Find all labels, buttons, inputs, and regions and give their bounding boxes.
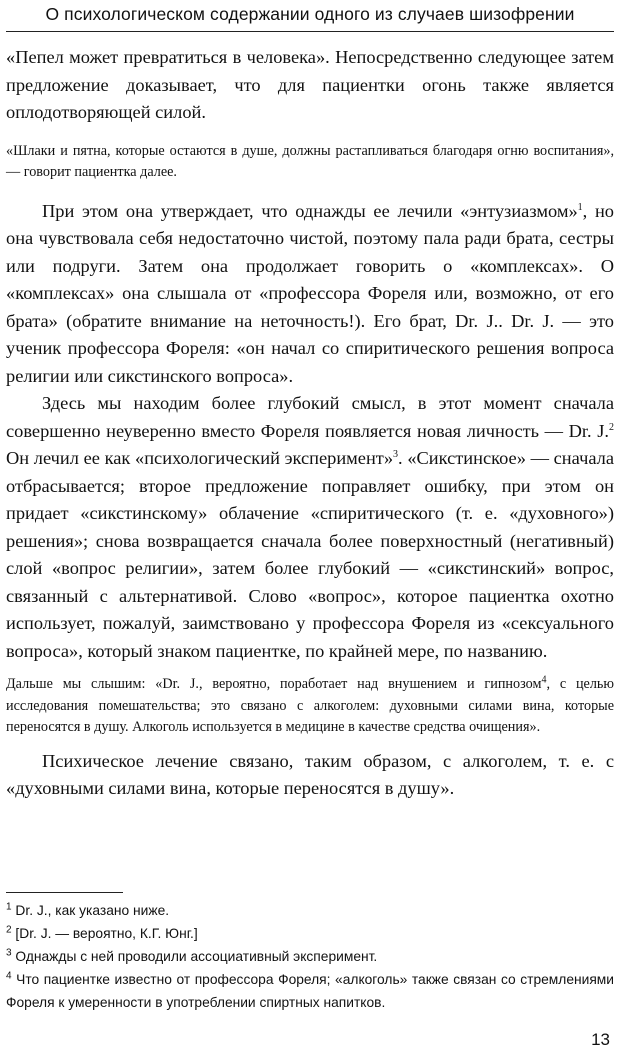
footnote-ref: 4	[541, 674, 547, 686]
quote-paragraph	[6, 141, 614, 184]
paragraph	[6, 44, 614, 127]
footnotes	[6, 899, 614, 1014]
footnote-text: [Dr. J. — вероятно, К.Г. Юнг.]	[11, 926, 198, 941]
footnote	[6, 945, 614, 968]
paragraph-text: Психическое лечение связано, таким образом, с алкоголем, т. е. с «духовными силами вина, которые переносятся в душу».	[6, 750, 614, 798]
footnote	[6, 899, 614, 922]
footnote	[6, 922, 614, 945]
running-header: О психологическом содержании одного из случаев шизофрении	[45, 4, 575, 24]
footnote-label: 2	[6, 924, 12, 936]
paragraph-text: «Сикстинское» — сначала отбрасывается; второе предложение поправляет ошибку, при этом он придает «сикстинскому» облачение «спиритического (т. е. «духовного») решения»; снова возвращается сначала более поверхностный (негативный) слой «вопрос религии», затем более глубокий — «сикстинский» вопрос, связанный с альтернативой. Слово «вопрос», которое пациентка охотно использует, пожалуй, заимствовано у профессора Фореля из «сексуального вопроса», который знаком пациентке, по крайней мере, по названию.	[6, 448, 614, 661]
quote-paragraph	[6, 674, 614, 739]
footnote-text: Dr. J., как указано ниже.	[11, 903, 170, 918]
paragraph-text: «Пепел может превратиться в человека». Непосредственно следующее затем предложение доказывает, что для пациентки огонь также является оплодотворяющей силой.	[6, 47, 614, 122]
paragraph-text: Дальше мы слышим: «Dr. J., вероятно, поработает над внушением и гипнозом	[6, 676, 542, 692]
page-number: 13	[591, 1030, 610, 1049]
footnote-text: Что пациентке известно от профессора Фореля; «алкоголь» также связан со стремлениями Фореля к умеренности в употреблении спиртных напитков.	[6, 972, 614, 1010]
paragraph: Здесь мы находим более глубокий смысл, в этот момент сначала совершенно неуверенно вместо Фореля появляется новая личность — Dr. J.$^2$ Он лечил ее как «психологический эксперимент»$^3$. «Сикстинское» — сначала отбрасывается; второе предложение поправляет ошибку, при этом он придает «сикстинскому» облачение «спиритического (т. е. «духовного») решения»; снова возвращается сначала более поверхностный (негативный) слой «вопрос религии», затем более глубокий — «сикстинский» вопрос, связанный с альтернативой. Слово «вопрос», которое пациентка охотно использует, пожалуй, заимствовано у профессора Фореля из «сексуального вопроса», который знаком пациентке, по крайней мере, по названию.	[6, 393, 614, 661]
footnote-ref: 3	[393, 448, 399, 460]
paragraph-text: «Шлаки и пятна, которые остаются в душе, должны растапливаться благодаря огню воспитания», — говорит пациентка далее.	[6, 142, 614, 180]
footnote-ref: 1	[577, 201, 583, 213]
body-text	[6, 44, 614, 803]
book-page	[6, 0, 614, 1061]
footnote-text: Однажды с ней проводили ассоциативный эксперимент.	[11, 949, 378, 964]
footnote-label: 1	[6, 901, 12, 913]
footnote-rule	[6, 892, 123, 893]
paragraph-text: , с целью исследования помешательства; это связано с алкоголем: духовными силами вина, которые переносятся в душу. Алкоголь используется в медицине в качестве средства очищения».	[6, 676, 614, 735]
header-rule	[6, 31, 614, 32]
paragraph-text: При этом она утверждает, что однажды ее лечили «энтузиазмом»	[42, 200, 578, 221]
paragraph	[6, 748, 614, 803]
paragraph-text: Здесь мы находим более глубокий смысл, в этот момент сначала совершенно неуверенно вместо Фореля появляется новая личность — Dr. J.	[6, 393, 614, 441]
footnote-label: 4	[6, 970, 12, 982]
paragraph-text: Он лечил ее как «психологический эксперимент»	[6, 448, 394, 468]
footnote-ref: 2	[609, 421, 614, 433]
footnote-label: 3	[6, 947, 12, 959]
footnote	[6, 968, 614, 1014]
paragraph	[6, 198, 614, 391]
paragraph-text: , но она чувствовала себя недостаточно чистой, поэтому пала ради брата, сестры или подруги. Затем она продолжает говорить о «комплексах». О «комплексах» она слышала от «профессора Фореля или, возможно, от его брата» (обратите внимание на неточность!). Его брат, Dr. J.. Dr. J. — это ученик профессора Фореля: «он начал со спиритического решения вопроса религии или сикстинского вопроса».	[6, 200, 614, 386]
